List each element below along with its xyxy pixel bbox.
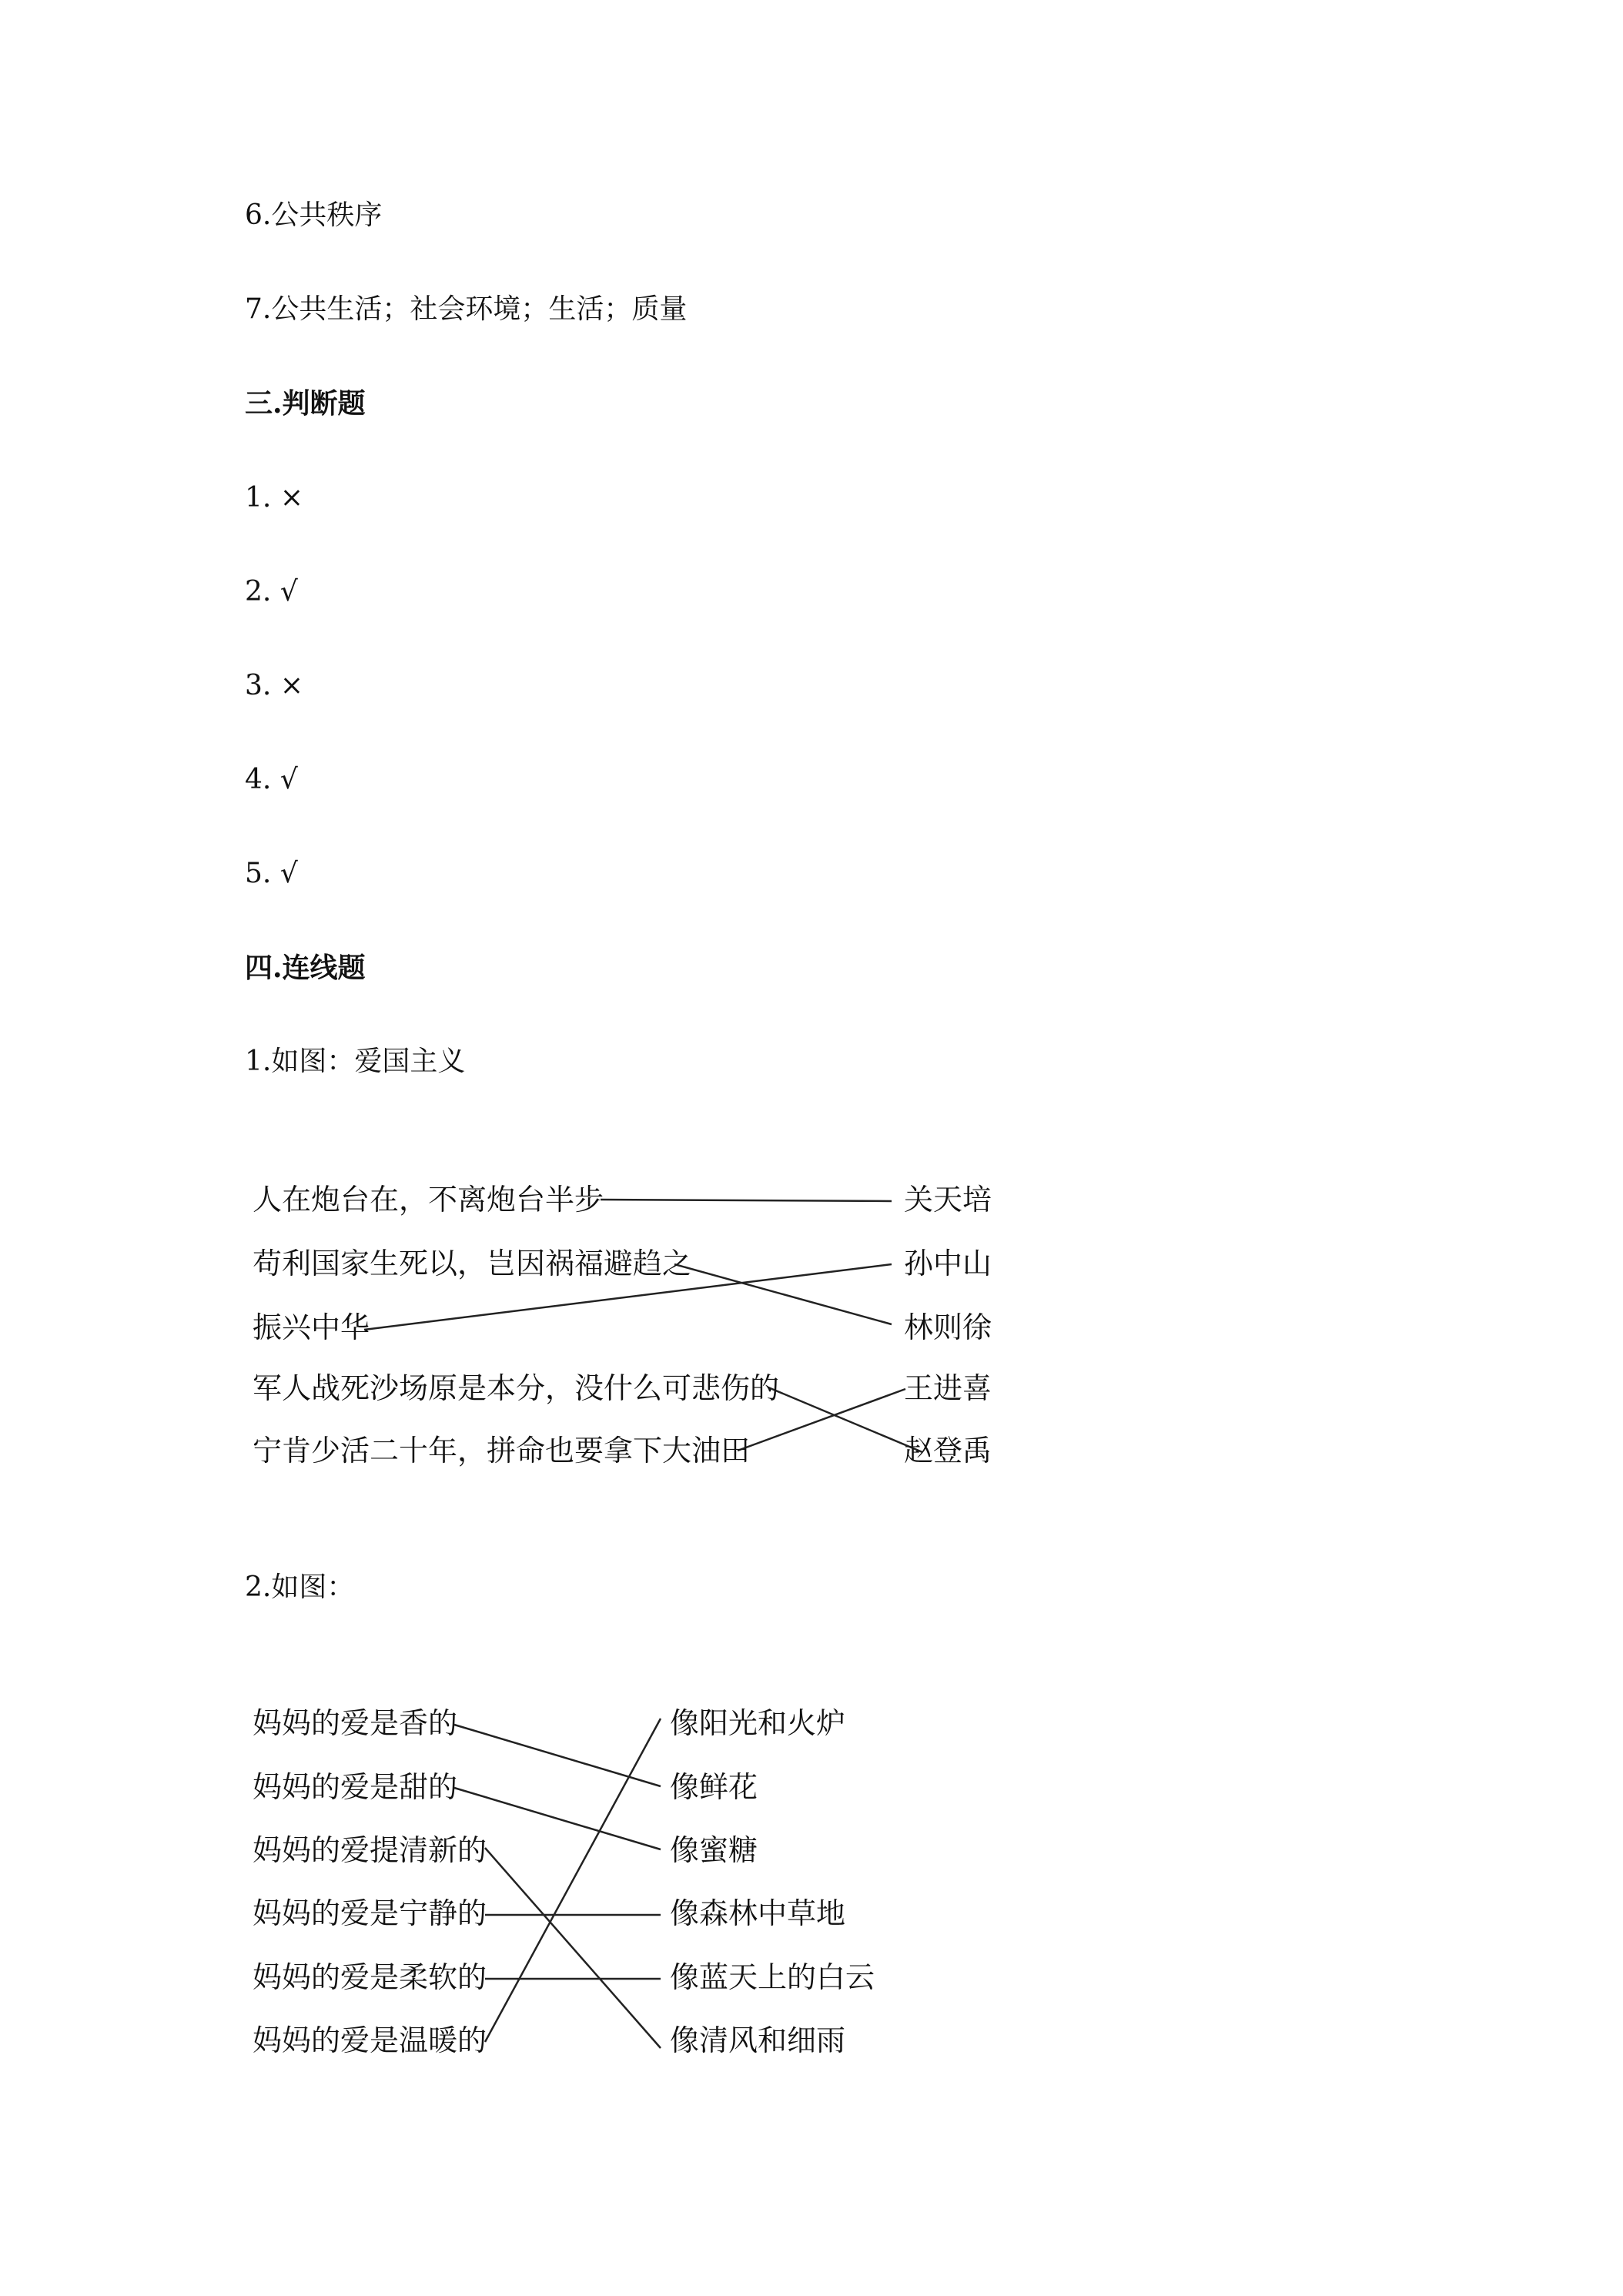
match-left-item: 苟利国家生死以，岂因祸福避趋之 <box>253 1247 692 1280</box>
connector-line <box>485 1719 661 2042</box>
answer-number: 5. <box>245 858 272 889</box>
connector-line <box>601 1200 892 1201</box>
matching-diagram-1 <box>245 1170 1015 1494</box>
match-right-item: 赵登禹 <box>904 1434 992 1468</box>
match-right-item: 像阳光和火炉 <box>670 1706 846 1740</box>
answer-text: 公共生活；社会环境；生活；质量 <box>271 293 688 325</box>
match-right-item: 孙中山 <box>904 1247 992 1280</box>
match-right-item: 像蓝天上的白云 <box>670 1960 875 1994</box>
match-right-item: 王进喜 <box>904 1371 992 1405</box>
answer-number: 2. <box>245 576 272 607</box>
answer-number: 1. <box>245 482 272 514</box>
answer-mark: × <box>279 670 303 701</box>
answer-number: 3. <box>245 670 272 701</box>
answer-text: 公共秩序 <box>271 199 383 231</box>
match-left-item: 妈妈的爱是甜的 <box>253 1770 458 1804</box>
judgement-answer-4 <box>245 763 298 797</box>
match-left-item: 妈妈的爱提清新的 <box>253 1833 487 1867</box>
match-left-item: 妈妈的爱是柔软的 <box>253 1960 487 1994</box>
match-left-item: 宁肯少活二十年，拼命也要拿下大油田 <box>253 1434 751 1468</box>
match-right-item: 像蜜糖 <box>670 1833 758 1867</box>
match-right-item: 林则徐 <box>904 1310 992 1344</box>
answer-number: 4. <box>245 764 272 795</box>
answer-mark: √ <box>279 576 298 607</box>
match-left-item: 妈妈的爱是宁静的 <box>253 1896 487 1930</box>
match-left-item: 妈妈的爱是温暖的 <box>253 2023 487 2057</box>
match-left-item: 军人战死沙场原是本分，没什么可悲伤的 <box>253 1371 780 1405</box>
judgement-answer-5 <box>245 857 298 891</box>
judgement-answer-2 <box>245 575 298 609</box>
answer-mark: √ <box>279 764 298 795</box>
connector-line <box>768 1387 922 1452</box>
match-right-item: 像清风和细雨 <box>670 2023 846 2057</box>
connector-lines <box>245 1694 938 2079</box>
answer-7 <box>245 293 687 326</box>
answer-mark: × <box>279 482 303 514</box>
match-right-item: 关天培 <box>904 1183 992 1217</box>
matching-q2-caption: 2.如图： <box>245 1571 355 1603</box>
match-left-item: 振兴中华 <box>253 1310 370 1344</box>
judgement-answer-1 <box>245 481 303 515</box>
match-left-item: 人在炮台在，不离炮台半步 <box>253 1183 604 1217</box>
connector-line <box>485 1848 661 2048</box>
match-right-item: 像鲜花 <box>670 1770 758 1804</box>
answer-number: 7. <box>245 293 272 325</box>
section-4-heading: 四.连线题 <box>245 952 366 984</box>
match-right-item: 像森林中草地 <box>670 1896 846 1930</box>
matching-diagram-2 <box>245 1694 938 2079</box>
connector-line <box>674 1264 892 1324</box>
answer-number: 6. <box>245 199 272 231</box>
match-left-item: 妈妈的爱是香的 <box>253 1706 458 1740</box>
answer-mark: √ <box>279 858 298 889</box>
answer-6 <box>245 199 382 233</box>
section-3-heading: 三.判断题 <box>245 387 366 420</box>
matching-q1-caption: 1.如图：爱国主义 <box>245 1046 466 1077</box>
judgement-answer-3 <box>245 669 303 703</box>
